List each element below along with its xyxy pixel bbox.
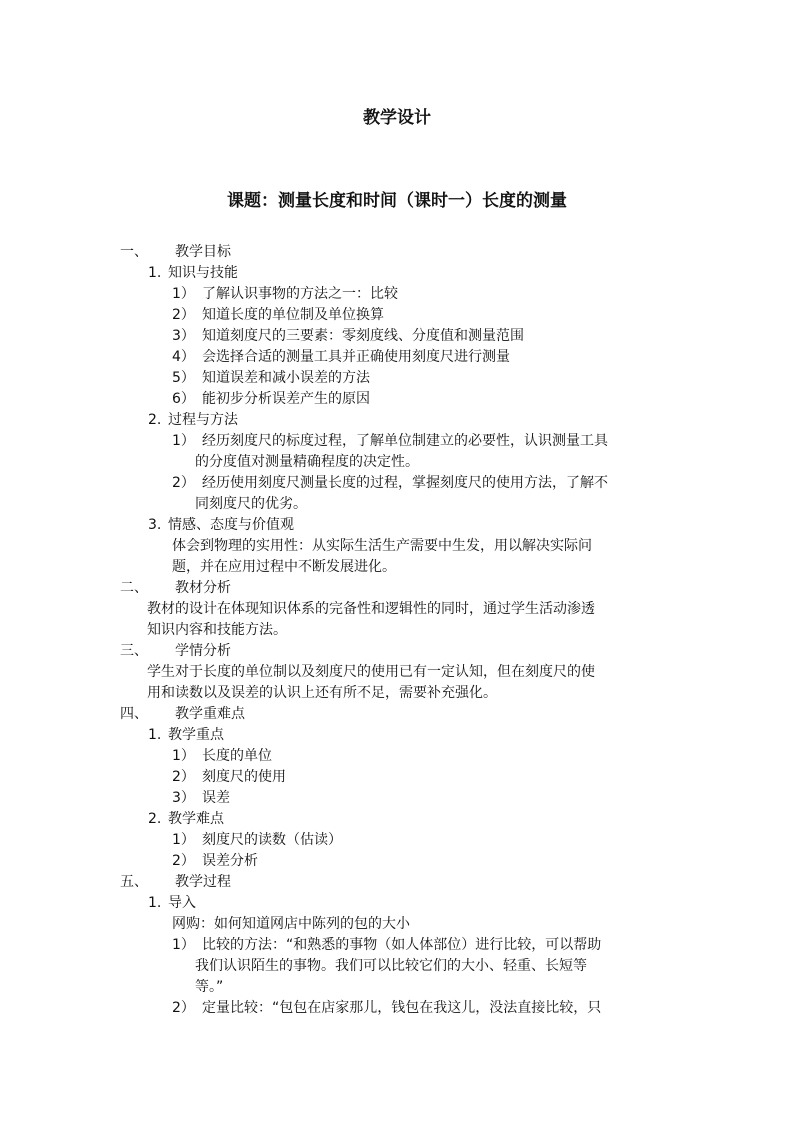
list-item-continuation: 同刻度尺的优劣。 xyxy=(195,496,307,512)
section-number: 四、 xyxy=(120,706,148,722)
item-text: 经历使用刻度尺测量长度的过程，掌握刻度尺的使用方法，了解不 xyxy=(202,475,608,491)
subsection-heading xyxy=(148,410,238,431)
subsection-title: 知识与技能 xyxy=(168,265,238,281)
subsection-number: 3. xyxy=(148,517,162,533)
section-title: 教学目标 xyxy=(175,244,231,260)
item-text: 长度的单位 xyxy=(202,748,272,764)
list-item xyxy=(172,284,398,305)
item-text: 误差 xyxy=(202,790,230,806)
paragraph-line: 教材的设计在体现知识体系的完备性和逻辑性的同时，通过学生活动渗透 xyxy=(147,601,595,617)
item-number: 1） xyxy=(172,286,195,302)
paragraph-line: 用和读数以及误差的认识上还有所不足，需要补充强化。 xyxy=(147,685,497,701)
item-text: 刻度尺的读数（估读） xyxy=(202,832,342,848)
list-item xyxy=(172,473,608,494)
paragraph-line: 学生对于长度的单位制以及刻度尺的使用已有一定认知，但在刻度尺的使 xyxy=(147,664,595,680)
item-number: 2） xyxy=(172,853,195,869)
item-text: 知道刻度尺的三要素：零刻度线、分度值和测量范围 xyxy=(202,328,524,344)
section-number: 三、 xyxy=(120,643,148,659)
list-item xyxy=(172,998,601,1019)
item-text: 经历刻度尺的标度过程，了解单位制建立的必要性，认识测量工具 xyxy=(202,433,608,449)
subsection-heading xyxy=(148,893,196,914)
paragraph-line: 知识内容和技能方法。 xyxy=(147,622,287,638)
subsection-title: 过程与方法 xyxy=(168,412,238,428)
subsection-title: 导入 xyxy=(168,895,196,911)
paragraph-line: 题，并在应用过程中不断发展进化。 xyxy=(172,559,396,575)
subsection-number: 2. xyxy=(148,412,162,428)
section-number: 一、 xyxy=(120,244,148,260)
paragraph-line: 网购：如何知道网店中陈列的包的大小 xyxy=(172,916,410,932)
list-item xyxy=(172,431,608,452)
list-item xyxy=(172,767,286,788)
section-title: 学情分析 xyxy=(175,643,231,659)
subsection-number: 1. xyxy=(148,895,162,911)
subsection-heading xyxy=(148,515,294,536)
list-item xyxy=(172,368,370,389)
item-text: 会选择合适的测量工具并正确使用刻度尺进行测量 xyxy=(202,349,510,365)
list-item xyxy=(172,935,601,956)
list-item xyxy=(172,389,370,410)
item-number: 6） xyxy=(172,391,195,407)
subsection-heading xyxy=(148,725,224,746)
lesson-subtitle: 课题：测量长度和时间（课时一）长度的测量 xyxy=(227,191,567,211)
section-heading xyxy=(120,641,231,662)
item-text: 能初步分析误差产生的原因 xyxy=(202,391,370,407)
list-item-continuation: 我们认识陌生的事物。我们可以比较它们的大小、轻重、长短等 xyxy=(195,958,587,974)
section-heading xyxy=(120,242,231,263)
list-item xyxy=(172,788,230,809)
subsection-number: 2. xyxy=(148,811,162,827)
section-heading xyxy=(120,872,231,893)
item-number: 2） xyxy=(172,307,195,323)
subsection-number: 1. xyxy=(148,265,162,281)
subsection-title: 教学重点 xyxy=(168,727,224,743)
list-item xyxy=(172,347,510,368)
item-text: 知道长度的单位制及单位换算 xyxy=(202,307,384,323)
list-item xyxy=(172,851,258,872)
item-number: 2） xyxy=(172,475,195,491)
item-number: 2） xyxy=(172,769,195,785)
item-number: 1） xyxy=(172,748,195,764)
item-text: 误差分析 xyxy=(202,853,258,869)
list-item xyxy=(172,746,272,767)
item-number: 3） xyxy=(172,328,195,344)
section-title: 教学重难点 xyxy=(175,706,245,722)
section-title: 教学过程 xyxy=(175,874,231,890)
list-item xyxy=(172,326,524,347)
item-number: 1） xyxy=(172,433,195,449)
item-number: 1） xyxy=(172,937,195,953)
item-number: 3） xyxy=(172,790,195,806)
item-text: 比较的方法：“和熟悉的事物（如人体部位）进行比较，可以帮助 xyxy=(202,937,602,953)
section-number: 二、 xyxy=(120,580,148,596)
item-number: 4） xyxy=(172,349,195,365)
list-item-continuation: 等。” xyxy=(195,979,224,995)
list-item-continuation: 的分度值对测量精确程度的决定性。 xyxy=(195,454,419,470)
subsection-title: 情感、态度与价值观 xyxy=(168,517,294,533)
list-item xyxy=(172,305,384,326)
list-item xyxy=(172,830,342,851)
section-number: 五、 xyxy=(120,874,148,890)
item-number: 5） xyxy=(172,370,195,386)
item-text: 了解认识事物的方法之一：比较 xyxy=(202,286,398,302)
item-text: 定量比较：“包包在店家那儿，钱包在我这儿，没法直接比较，只 xyxy=(202,1000,602,1016)
section-title: 教材分析 xyxy=(175,580,231,596)
subsection-heading xyxy=(148,263,238,284)
item-text: 刻度尺的使用 xyxy=(202,769,286,785)
paragraph-line: 体会到物理的实用性：从实际生活生产需要中生发，用以解决实际问 xyxy=(172,538,592,554)
subsection-number: 1. xyxy=(148,727,162,743)
subsection-title: 教学难点 xyxy=(168,811,224,827)
item-number: 1） xyxy=(172,832,195,848)
document-title: 教学设计 xyxy=(363,108,431,128)
item-number: 2） xyxy=(172,1000,195,1016)
item-text: 知道误差和减小误差的方法 xyxy=(202,370,370,386)
subsection-heading xyxy=(148,809,224,830)
section-heading xyxy=(120,704,245,725)
section-heading xyxy=(120,578,231,599)
